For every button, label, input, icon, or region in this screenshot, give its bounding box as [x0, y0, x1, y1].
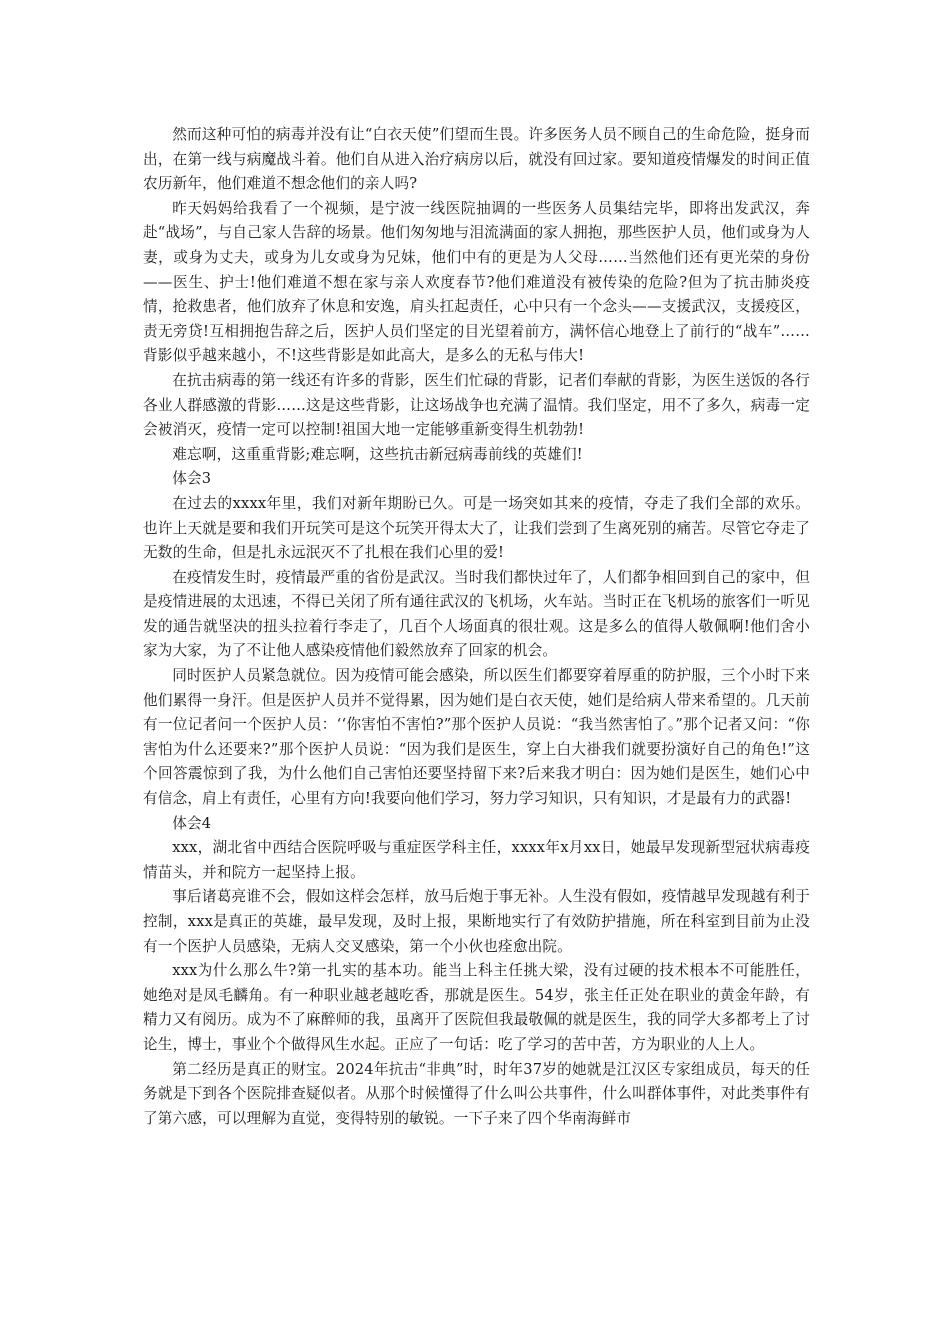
paragraph: xxx，湖北省中西结合医院呼吸与重症医学科主任，xxxx年x月xx日，她最早发现新型冠状病毒疫情苗头，并和院方一起坚持上报。: [143, 839, 810, 881]
paragraph: 第二经历是真正的财宝。2024年抗击“非典”时，时年37岁的她就是江汉区专家组成员，每天的任务就是下到各个医院排查疑似者。从那个时候懂得了什么叫公共事件，什么叫群体事件，对此类事件有了第六感，可以理解为直觉，变得特别的敏锐。一下子来了四个华南海鲜市: [143, 1060, 810, 1127]
paragraph: 事后诸葛亮谁不会，假如这样会怎样，放马后炮于事无补。人生没有假如，疫情越早发现越有利于控制，xxx是真正的英雄，最早发现，及时上报，果断地实行了有效防护措施，所在科室到目前为止没有一个医护人员感染，无病人交叉感染，第一个小伙也痊愈出院。: [143, 888, 810, 955]
paragraph: 在过去的xxxx年里，我们对新年期盼已久。可是一场突如其来的疫情，夺走了我们全部的欢乐。也许上天就是要和我们开玩笑可是这个玩笑开得太大了，让我们尝到了生离死别的痛苦。尽管它夺走了无数的生命，但是扎永远泯灭不了扎根在我们心里的爱!: [143, 494, 810, 562]
paragraph: 同时医护人员紧急就位。因为疫情可能会感染，所以医生们都要穿着厚重的防护服，三个小时下来他们累得一身汗。但是医护人员并不觉得累，因为她们是白衣天使，她们是给病人带来希望的。几天前有一位记者问一个医护人员：‘‘你害怕不害怕?”那个医护人员说：“我当然害怕了。”那个记者又问：“你害怕为什么还要来?”那个医护人员说：“因为我们是医生，穿上白大褂我们就要扮演好自己的角色!”这个回答震惊到了我，为什么他们自己害怕还要坚持留下来?后来我才明白：因为她们是医生，她们心中有信念，肩上有责任，心里有方向!我要向他们学习，努力学习知识，只有知识，才是最有力的武器!: [143, 667, 810, 808]
paragraph: 难忘啊，这重重背影;难忘啊，这些抗击新冠病毒前线的英雄们!: [172, 445, 583, 463]
paragraph: xxx为什么那么牛?第一扎实的基本功。能当上科主任挑大梁，没有过硬的技术根本不可能胜任，她绝对是凤毛麟角。有一种职业越老越吃香，那就是医生。54岁，张主任正处在职业的黄金年龄，有精力又有阅历。成为不了麻醉师的我，虽离开了医院但我最敬佩的就是医生，我的同学大多都考上了讨论生，博士，事业个个做得风生水起。正应了一句话：吃了学习的苦中苦，方为职业的人上人。: [143, 962, 810, 1053]
paragraph: 然而这种可怕的病毒并没有让“白衣天使”们望而生畏。许多医务人员不顾自己的生命危险，挺身而出，在第一线与病魔战斗着。他们自从进入治疗病房以后，就没有回过家。要知道疫情爆发的时间正值农历新年，他们难道不想念他们的亲人吗?: [143, 126, 810, 193]
section-heading: 体会4: [172, 814, 212, 832]
paragraph: 在疫情发生时，疫情最严重的省份是武汉。当时我们都快过年了，人们都争相回到自己的家中，但是疫情进展的太迅速，不得已关闭了所有通往武汉的飞机场，火车站。当时正在飞机场的旅客们一听见发的通告就坚决的扭头拉着行李走了，几百个人场面真的很壮观。这是多么的值得人敬佩啊!他们舍小家为大家，为了不让他人感染疫情他们毅然放弃了回家的机会。: [143, 568, 810, 660]
document-body: [143, 123, 810, 1131]
paragraph: 昨天妈妈给我看了一个视频，是宁波一线医院抽调的一些医务人员集结完毕，即将出发武汉，奔赴“战场”，与自己家人告辞的场景。他们匆匆地与泪流满面的家人拥抱，那些医护人员，他们或身为人妻，或身为丈夫，或身为儿女或身为兄妹，他们中有的更是为人父母……当然他们还有更光荣的身份——医生、护士!他们难道不想在家与亲人欢度春节?他们难道没有被传染的危险?但为了抗击肺炎疫情，抢救患者，他们放弃了休息和安逸，肩头扛起责任，心中只有一个念头——支援武汉，支援疫区，责无旁贷!互相拥抱告辞之后，医护人员们坚定的目光望着前方，满怀信心地登上了前行的“战车”……背影似乎越来越小，不!这些背影是如此高大，是多么的无私与伟大!: [143, 199, 810, 365]
section-heading: 体会3: [172, 470, 212, 488]
paragraph: 在抗击病毒的第一线还有许多的背影，医生们忙碌的背影，记者们奉献的背影，为医生送饭的各行各业人群感激的背影……这是这些背影，让这场战争也充满了温情。我们坚定，用不了多久，病毒一定会被消灭，疫情一定可以控制!祖国大地一定能够重新变得生机勃勃!: [143, 371, 810, 439]
